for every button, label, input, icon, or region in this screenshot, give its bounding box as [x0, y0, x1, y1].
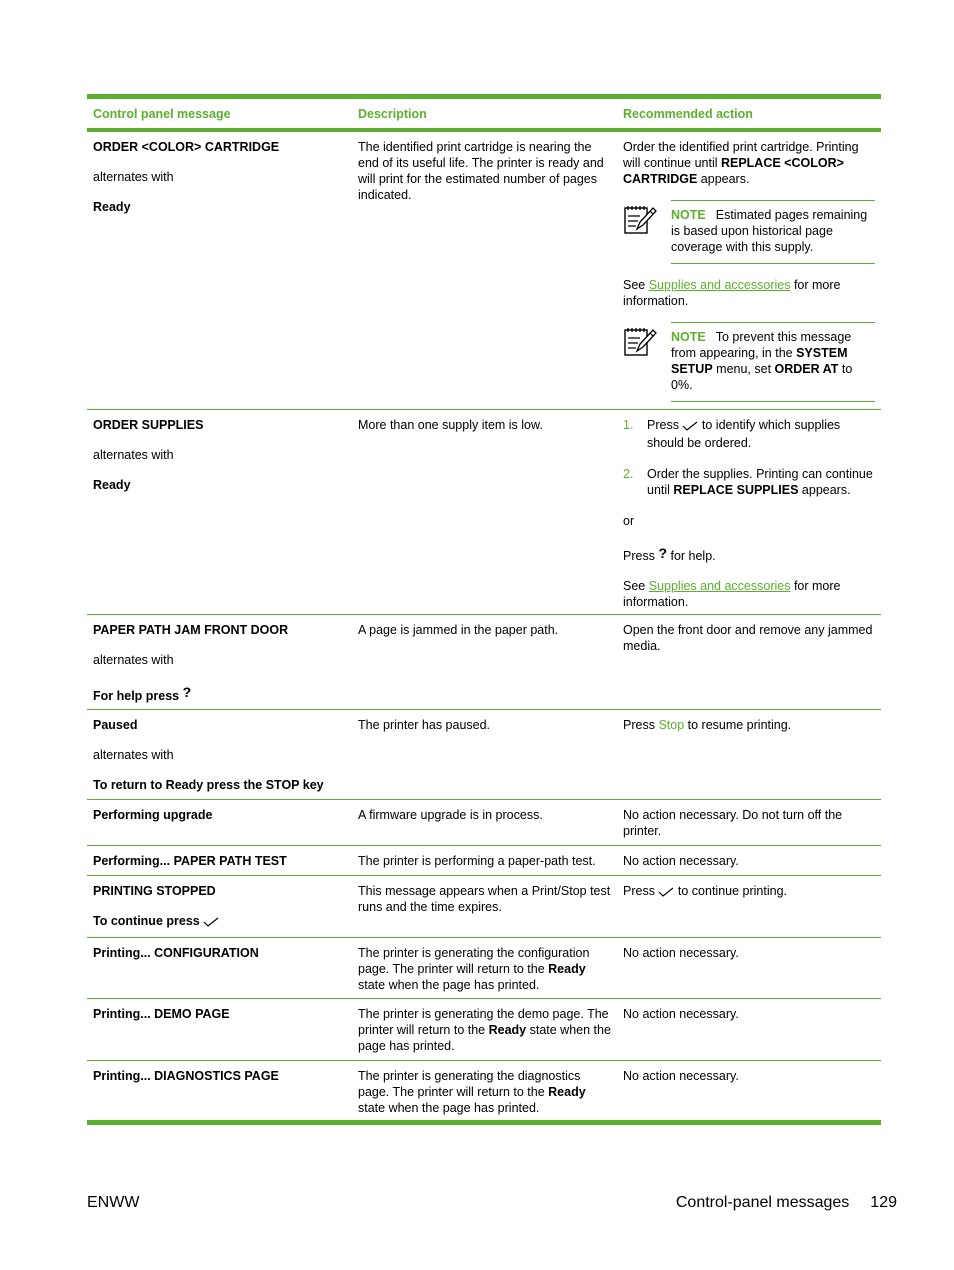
message-cell	[87, 132, 352, 409]
description-text: The printer has paused.	[358, 718, 491, 732]
action-text: Open the front door and remove any jammed media.	[623, 623, 873, 653]
message-text: Paused	[93, 718, 138, 732]
table-row	[87, 409, 881, 614]
action-steps	[623, 417, 877, 498]
message-cell	[87, 876, 352, 937]
note-box	[623, 322, 877, 402]
description-cell	[352, 876, 617, 937]
action-cell	[617, 615, 881, 709]
note-pencil-icon	[623, 322, 671, 402]
table-row	[87, 845, 881, 875]
description-cell	[352, 800, 617, 845]
message-text: ORDER <COLOR> CARTRIDGE	[93, 140, 280, 154]
description-text: The printer is performing a paper-path test.	[358, 854, 596, 868]
message-text: Printing... DIAGNOSTICS PAGE	[93, 1069, 279, 1083]
message-cell	[87, 999, 352, 1060]
table-row	[87, 998, 881, 1060]
footer-section-title: Control-panel messages	[675, 1194, 850, 1211]
or-text: or	[623, 514, 635, 528]
table-row	[87, 132, 881, 409]
alternates-text: alternates with	[93, 748, 174, 762]
help-text: Press ? for help.	[623, 545, 716, 563]
action-cell	[617, 999, 881, 1060]
description-cell	[352, 132, 617, 409]
message-cell	[87, 1061, 352, 1120]
question-mark-icon: ?	[182, 684, 192, 700]
description-cell	[352, 938, 617, 998]
description-cell	[352, 999, 617, 1060]
supplies-and-accessories-link[interactable]: Supplies and accessories	[648, 278, 791, 292]
header-description: Description	[358, 106, 427, 121]
page-number: 129	[870, 1194, 897, 1211]
header-control-panel-message: Control panel message	[93, 106, 231, 121]
message-text: Ready	[93, 200, 131, 214]
footer-right	[676, 1193, 897, 1213]
alternates-text: alternates with	[93, 170, 174, 184]
description-cell	[352, 846, 617, 875]
message-text: ORDER SUPPLIES	[93, 418, 204, 432]
see-also-text: See Supplies and accessories for more information.	[623, 278, 841, 308]
action-text: Order the identified print cartridge. Printing will continue until REPLACE <COLOR> CARTRIDGE appears.	[623, 140, 859, 186]
table-row	[87, 799, 881, 845]
action-cell	[617, 876, 881, 937]
see-also-text: See Supplies and accessories for more information.	[623, 579, 841, 609]
alternates-text: alternates with	[93, 653, 174, 667]
supplies-and-accessories-link[interactable]: Supplies and accessories	[648, 579, 791, 593]
message-cell	[87, 710, 352, 799]
stop-key-link: Stop	[658, 718, 685, 732]
list-item: 1. Press to identify which supplies should be ordered.	[623, 418, 841, 450]
action-cell	[617, 1061, 881, 1120]
control-panel-messages-table	[87, 94, 881, 1125]
description-cell	[352, 410, 617, 614]
message-cell	[87, 938, 352, 998]
note-pencil-icon	[623, 200, 671, 264]
alternates-text: alternates with	[93, 448, 174, 462]
action-text: No action necessary.	[623, 1069, 739, 1083]
message-text: To return to Ready press the STOP key	[93, 778, 324, 792]
description-cell	[352, 1061, 617, 1120]
table-row	[87, 875, 881, 937]
description-text: The printer is generating the configuration page. The printer will return to the Ready state when the page has printed.	[358, 946, 590, 992]
message-cell	[87, 800, 352, 845]
description-text: A page is jammed in the paper path.	[358, 623, 559, 637]
message-cell	[87, 846, 352, 875]
table-bottom-rule	[87, 1120, 881, 1125]
message-text: Performing upgrade	[93, 808, 213, 822]
action-text: No action necessary.	[623, 1007, 739, 1021]
header-recommended-action: Recommended action	[623, 106, 753, 121]
action-cell	[617, 800, 881, 845]
description-text: This message appears when a Print/Stop test runs and the time expires.	[358, 884, 611, 914]
message-text: To continue press	[93, 913, 352, 931]
message-text: Printing... CONFIGURATION	[93, 946, 259, 960]
question-mark-icon: ?	[658, 545, 667, 561]
checkmark-icon	[682, 419, 698, 435]
message-text: PAPER PATH JAM FRONT DOOR	[93, 623, 289, 637]
message-text: Ready	[93, 478, 131, 492]
description-text: The printer is generating the diagnostics page. The printer will return to the Ready state when the page has printed.	[358, 1069, 586, 1115]
table-row	[87, 614, 881, 709]
action-text: No action necessary.	[623, 946, 739, 960]
action-cell	[617, 938, 881, 998]
checkmark-icon	[203, 915, 219, 931]
note-text: NOTE To prevent this message from appearing, in the SYSTEM SETUP menu, set ORDER AT to 0%.	[671, 322, 875, 402]
table-row	[87, 937, 881, 998]
action-cell	[617, 410, 881, 614]
description-text: The printer is generating the demo page. The printer will return to the Ready state when the page has printed.	[358, 1007, 611, 1053]
table-header-row	[87, 99, 881, 128]
description-text: The identified print cartridge is nearing the end of its useful life. The printer is ready and will print for the estimated number of pages indicated.	[358, 140, 604, 202]
action-text: Press Stop to resume printing.	[623, 718, 792, 732]
table-row	[87, 709, 881, 799]
action-text: No action necessary. Do not turn off the printer.	[623, 808, 843, 838]
description-cell	[352, 615, 617, 709]
action-cell	[617, 710, 881, 799]
action-text: No action necessary.	[623, 854, 739, 868]
description-text: More than one supply item is low.	[358, 418, 543, 432]
message-text: For help press ?	[93, 684, 192, 703]
message-text: PRINTING STOPPED	[93, 884, 216, 898]
checkmark-icon	[658, 885, 674, 901]
note-box	[623, 200, 877, 264]
footer-enww: ENWW	[87, 1194, 140, 1211]
description-text: A firmware upgrade is in process.	[358, 808, 543, 822]
action-cell	[617, 132, 881, 409]
table-row	[87, 1060, 881, 1120]
message-cell	[87, 615, 352, 709]
note-text: NOTE Estimated pages remaining is based upon historical page coverage with this supply.	[671, 200, 875, 264]
message-cell	[87, 410, 352, 614]
list-item: 2. Order the supplies. Printing can continue until REPLACE SUPPLIES appears.	[623, 467, 873, 497]
action-cell	[617, 846, 881, 875]
message-text: Performing... PAPER PATH TEST	[93, 854, 287, 868]
message-text: Printing... DEMO PAGE	[93, 1007, 230, 1021]
description-cell	[352, 710, 617, 799]
action-text: Press to continue printing.	[623, 883, 877, 901]
